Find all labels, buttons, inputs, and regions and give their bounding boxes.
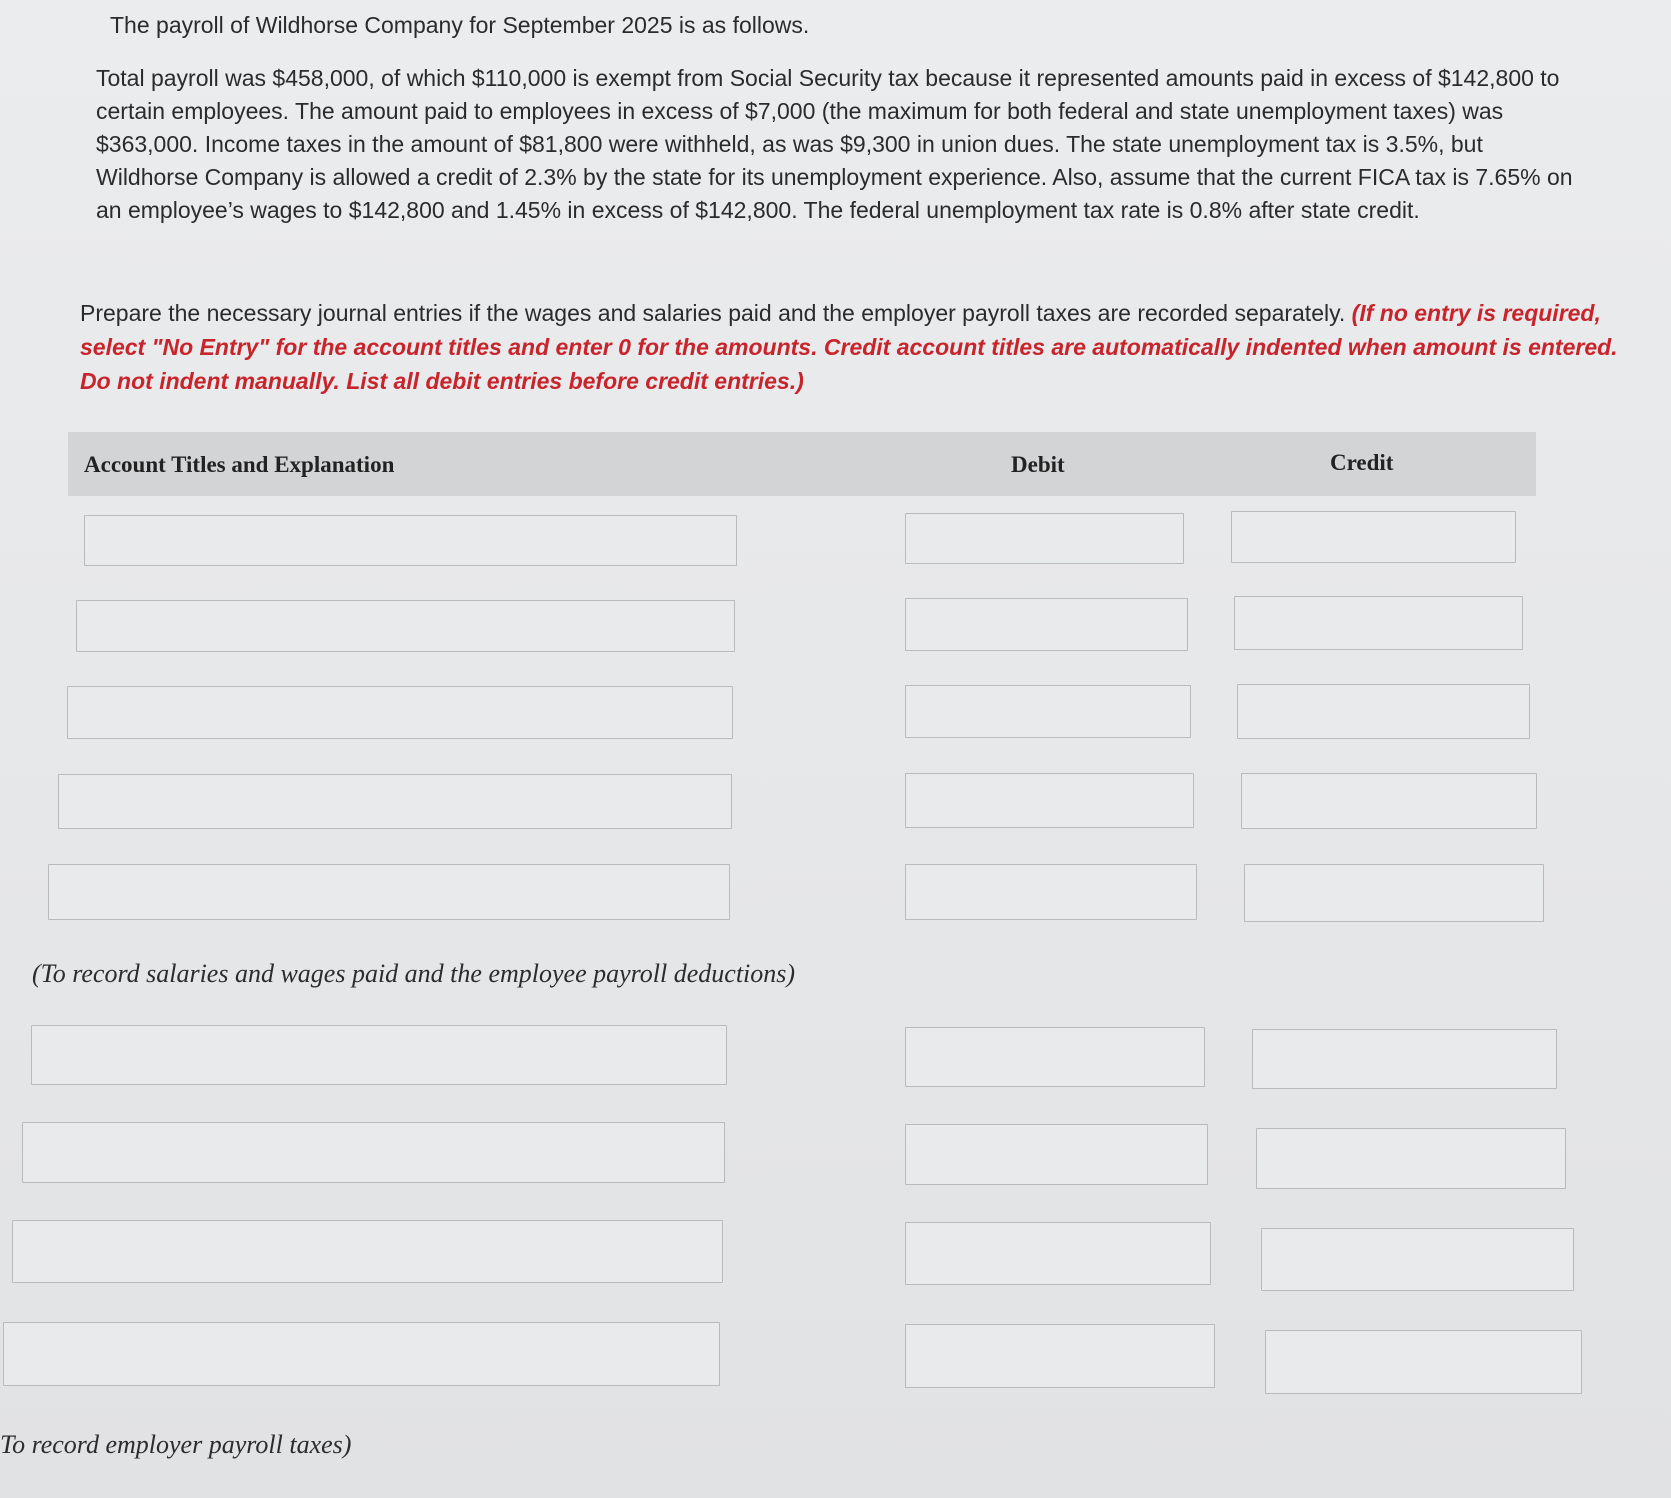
entry1-row3-debit-input[interactable] bbox=[905, 685, 1191, 738]
entry2-row2-debit-input[interactable] bbox=[905, 1124, 1208, 1185]
entry1-caption: (To record salaries and wages paid and the employee payroll deductions) bbox=[32, 959, 796, 988]
entry1-row5-credit-input[interactable] bbox=[1244, 864, 1544, 922]
entry2-row3-debit-input[interactable] bbox=[905, 1222, 1211, 1285]
entry2-row2-credit-input[interactable] bbox=[1256, 1128, 1566, 1189]
problem-title: The payroll of Wildhorse Company for September 2025 is as follows. bbox=[110, 12, 810, 38]
entry2-row3-account-input[interactable] bbox=[12, 1220, 723, 1283]
entry2-caption: To record employer payroll taxes) bbox=[0, 1430, 352, 1459]
entry1-row5-account-input[interactable] bbox=[48, 864, 730, 920]
problem-statement: Total payroll was $458,000, of which $110,000 is exempt from Social Security tax because it represented amounts paid in excess of $142,800 to certain employees. The amount paid to employees in excess of $7,000 (the maximum for both federal and state unemployment taxes) was $363,000. Income taxes in the amount of $81,800 were withheld, as was $9,300 in union dues. The state unemployment tax is 3.5%, but Wildhorse Company is allowed a credit of 2.3% by the state for its unemployment experience. Also, assume that the current FICA tax is 7.65% on an employee’s wages to $142,800 and 1.45% in excess of $142,800. The federal unemployment tax rate is 0.8% after state credit. bbox=[96, 65, 1573, 223]
entry1-row1-account-input[interactable] bbox=[84, 515, 737, 566]
entry2-row1-credit-input[interactable] bbox=[1252, 1029, 1557, 1089]
entry1-row2-account-input[interactable] bbox=[76, 600, 735, 652]
header-account-titles: Account Titles and Explanation bbox=[84, 452, 395, 477]
entry1-row2-credit-input[interactable] bbox=[1234, 596, 1523, 650]
entry2-row4-debit-input[interactable] bbox=[905, 1324, 1215, 1388]
header-debit: Debit bbox=[1011, 452, 1065, 477]
entry1-row1-credit-input[interactable] bbox=[1231, 511, 1516, 563]
instructions-note: (If no entry is required, select "No Entry" for the account titles and enter 0 for the amounts. Credit account titles are automatically indented when amount is entered. Do not indent manually. List all debit entries before credit entries.) bbox=[80, 300, 1618, 394]
entry1-row4-account-input[interactable] bbox=[58, 774, 732, 829]
entry1-row4-credit-input[interactable] bbox=[1241, 773, 1537, 829]
instructions-main: Prepare the necessary journal entries if the wages and salaries paid and the employer payroll taxes are recorded separately. bbox=[80, 300, 1352, 326]
entry2-row4-account-input[interactable] bbox=[3, 1322, 720, 1386]
entry2-row1-account-input[interactable] bbox=[31, 1025, 727, 1085]
header-credit: Credit bbox=[1330, 450, 1394, 475]
entry1-row3-account-input[interactable] bbox=[67, 686, 733, 739]
entry1-row5-debit-input[interactable] bbox=[905, 864, 1197, 920]
entry2-row1-debit-input[interactable] bbox=[905, 1027, 1205, 1087]
entry1-row1-debit-input[interactable] bbox=[905, 513, 1184, 564]
entry1-row4-debit-input[interactable] bbox=[905, 773, 1194, 828]
entry2-row2-account-input[interactable] bbox=[22, 1122, 725, 1183]
entry1-row2-debit-input[interactable] bbox=[905, 598, 1188, 651]
entry2-row3-credit-input[interactable] bbox=[1261, 1228, 1574, 1291]
journal-table-header bbox=[68, 432, 1536, 496]
entry1-row3-credit-input[interactable] bbox=[1237, 684, 1530, 739]
entry2-row4-credit-input[interactable] bbox=[1265, 1330, 1582, 1394]
instructions bbox=[80, 296, 1640, 398]
